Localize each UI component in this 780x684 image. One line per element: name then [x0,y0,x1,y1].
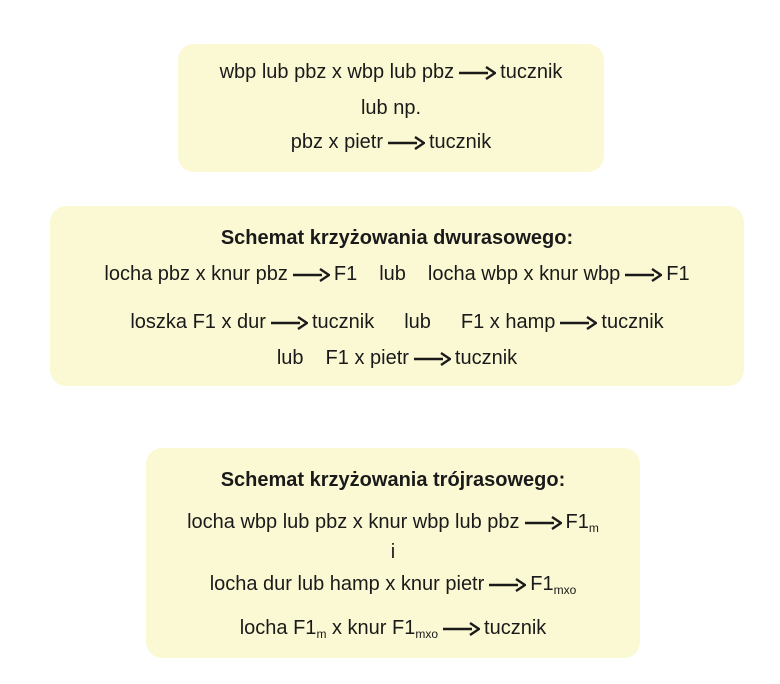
box3-line1-sub: m [588,521,599,535]
box-three-breed-cross [146,448,640,658]
box3-line4-a: locha F1 [239,617,317,639]
box2-line1-e: F1 [666,263,690,285]
right-arrow-icon [413,351,451,367]
right-arrow-icon [488,577,526,593]
box1-line-1 [178,60,604,84]
box1-line-2: lub np. [360,97,422,119]
right-arrow-icon [524,515,562,531]
box2-line1-d: locha wbp x knur wbp [427,263,621,285]
box2-line1-b: F1 [333,263,358,285]
box1-line1-left: wbp lub pbz x wbp lub pbz [219,61,455,83]
box-two-breed-cross [50,206,744,386]
box3-line4-sub2: mxo [415,627,439,641]
box3-title: Schemat krzyżowania trójrasowego: [220,469,566,491]
box3-line-1 [146,510,640,534]
box3-line3-a: locha dur lub hamp x knur pietr [209,573,485,595]
box1-line3-left: pbz x pietr [290,131,383,153]
right-arrow-icon [387,135,425,151]
box3-line4-b: x knur F1 [332,617,416,639]
box2-line2-a: loszka F1 x dur [130,311,266,333]
box3-line1-b: F1 [565,511,589,533]
box3-line-4 [146,616,640,640]
box2-line-3 [50,346,744,370]
right-arrow-icon [624,267,662,283]
box2-line1-c: lub [379,263,406,285]
right-arrow-icon [292,267,330,283]
box1-line1-right: tucznik [500,61,563,83]
box2-line2-b: tucznik [311,311,375,333]
box1-line3-right: tucznik [429,131,492,153]
box2-line3-a: lub [276,347,304,369]
right-arrow-icon [270,315,308,331]
box3-line4-sub1: m [316,627,327,641]
box2-line2-e: tucznik [601,311,664,333]
box3-line-3 [146,572,640,596]
box3-line-2: i [390,541,396,563]
box3-line3-sub: mxo [553,583,577,597]
box2-line-2 [50,310,744,334]
box3-line1-a: locha wbp lub pbz x knur wbp lub pbz [187,511,520,533]
box2-line2-d: F1 x hamp [460,311,556,333]
box2-line-1 [50,262,744,286]
right-arrow-icon [559,315,597,331]
box3-line4-c: tucznik [484,617,547,639]
box2-line2-c: lub [404,311,431,333]
right-arrow-icon [442,621,480,637]
box2-title: Schemat krzyżowania dwurasowego: [220,227,574,249]
box1-line-3 [178,130,604,154]
box-simple-cross [178,44,604,172]
box3-line3-b: F1 [530,573,554,595]
box2-line3-c: tucznik [454,347,518,369]
box2-line3-b: F1 x pietr [325,347,409,369]
right-arrow-icon [458,65,496,81]
box2-line1-a: locha pbz x knur pbz [104,263,288,285]
